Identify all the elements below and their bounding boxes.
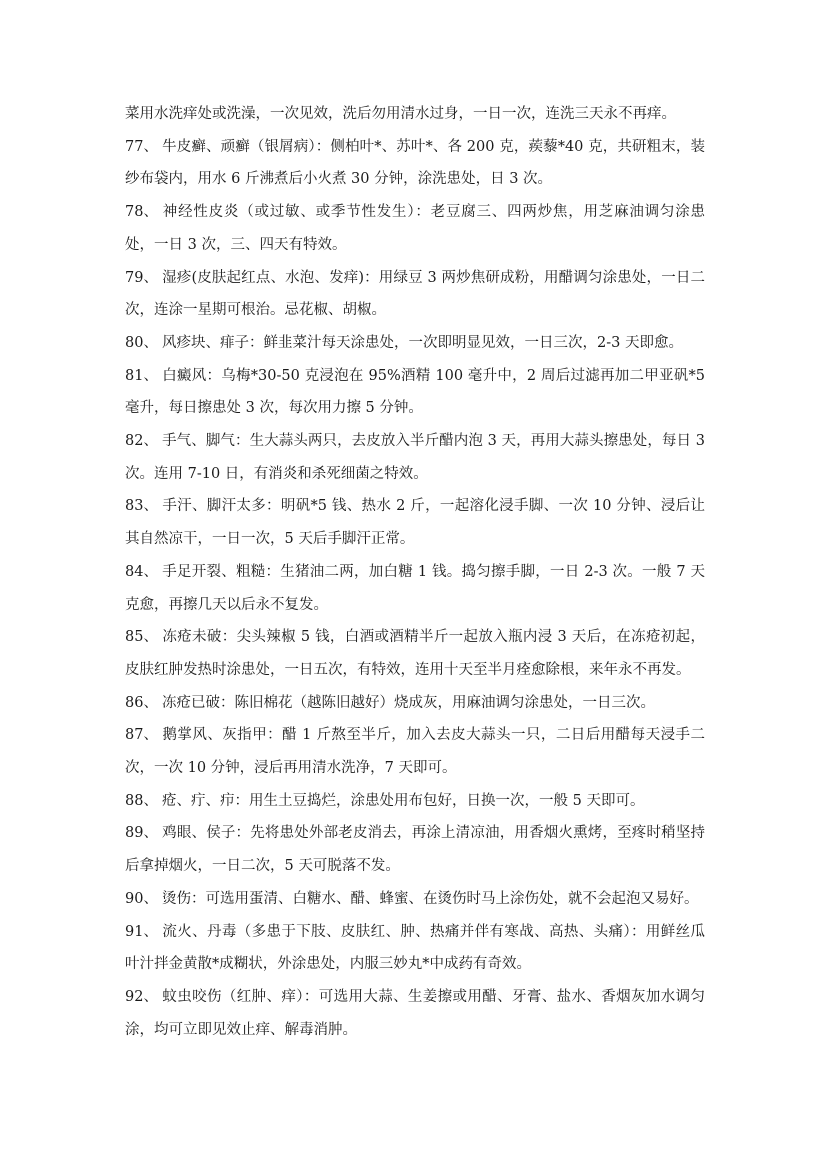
entry-number: 85、 [125,629,158,646]
remedy-entry [125,621,705,686]
entry-text: 鹅掌风、灰指甲：醋 1 斤熬至半斤，加入去皮大蒜头一只，二日后用醋每天浸手二次，一次 10 分钟，浸后再用清水洗净，7 天即可。 [125,727,705,777]
remedy-entry [125,687,705,720]
entry-text: 白癜风：乌梅*30-50 克浸泡在 95%酒精 100 毫升中，2 周后过滤再加二甲亚矾*5 毫升，每日擦患处 3 次，每次用力擦 5 分钟。 [125,367,705,417]
remedy-entry [125,916,705,981]
entry-number: 87、 [125,727,158,744]
remedy-entry [125,196,705,261]
document-page [125,98,705,1046]
entry-number: 89、 [125,825,158,842]
entry-number: 91、 [125,923,158,940]
entry-text: 手汗、脚汗太多：明矾*5 钱、热水 2 斤，一起溶化浸手脚、一次 10 分钟、浸后让其自然凉干，一日一次，5 天后手脚汗正常。 [125,498,705,548]
remedy-list [125,131,705,1047]
entry-number: 84、 [125,563,158,580]
entry-text: 疮、疔、疖：用生土豆捣烂，涂患处用布包好，日换一次，一般 5 天即可。 [162,792,645,809]
entry-number: 83、 [125,498,158,515]
entry-number: 92、 [125,988,158,1005]
entry-number: 77、 [125,138,158,155]
entry-number: 78、 [125,204,158,221]
remedy-entry [125,327,705,360]
remedy-entry [125,883,705,916]
entry-number: 88、 [125,792,158,809]
entry-number: 81、 [125,367,158,384]
entry-text: 风疹块、痱子：鲜韭菜汁每天涂患处，一次即明显见效，一日三次，2-3 天即愈。 [162,334,683,351]
entry-number: 80、 [125,334,158,351]
remedy-entry [125,490,705,555]
entry-text: 牛皮癣、顽癣（银屑病）：侧柏叶*、苏叶*、各 200 克，蒺藜*40 克，共研粗末，装纱布袋内，用水 6 斤沸煮后小火煮 30 分钟，涂洗患处，日 3 次。 [125,138,705,188]
remedy-entry [125,131,705,196]
entry-text: 冻疮未破：尖头辣椒 5 钱，白酒或酒精半斤一起放入瓶内浸 3 天后，在冻疮初起，皮肤红肿发热时涂患处，一日五次，有特效，连用十天至半月痊愈除根，来年永不再发。 [125,629,705,678]
continuation-paragraph: 菜用水洗痒处或洗澡，一次见效，洗后勿用清水过身，一日一次，连洗三天永不再痒。 [125,106,676,122]
entry-text: 蚊虫咬伤（红肿、痒）：可选用大蒜、生姜擦或用醋、牙膏、盐水、香烟灰加水调匀涂，均可立即见效止痒、解毒消肿。 [125,988,705,1038]
entry-text: 手气、脚气：生大蒜头两只，去皮放入半斤醋内泡 3 天，再用大蒜头擦患处，每日 3 次。连用 7-10 日，有消炎和杀死细菌之特效。 [125,433,705,482]
entry-text: 烫伤：可选用蛋清、白糖水、醋、蜂蜜、在烫伤时马上涂伤处，就不会起泡又易好。 [162,890,699,907]
entry-text: 鸡眼、侯子：先将患处外部老皮消去，再涂上清凉油，用香烟火熏烤，至疼时稍坚持后拿掉烟火，一日二次，5 天可脱落不发。 [125,825,705,875]
remedy-entry [125,360,705,425]
entry-text: 流火、丹毒（多患于下肢、皮肤红、肿、热痛并伴有寒战、高热、头痛）：用鲜丝瓜叶汁拌金黄散*成糊状，外涂患处，内服三妙丸*中成药有奇效。 [125,923,705,973]
entry-number: 82、 [125,433,158,450]
remedy-entry [125,719,705,784]
remedy-entry [125,785,705,818]
remedy-entry [125,981,705,1046]
entry-number: 90、 [125,890,158,907]
entry-text: 湿疹(皮肤起红点、水泡、发痒)：用绿豆 3 两炒焦研成粉，用醋调匀涂患处，一日二次，连涂一星期可根治。忌花椒、胡椒。 [125,269,705,319]
entry-text: 手足开裂、粗糙：生猪油二两，加白糖 1 钱。捣匀擦手脚，一日 2-3 次。一般 7 天克愈，再擦几天以后永不复发。 [125,563,705,613]
remedy-entry [125,556,705,621]
entry-text: 神经性皮炎（或过敏、或季节性发生）：老豆腐三、四两炒焦，用芝麻油调匀涂患处，一日 3 次，三、四天有特效。 [125,204,705,253]
entry-number: 86、 [125,694,158,711]
remedy-entry [125,817,705,882]
remedy-entry [125,425,705,490]
remedy-entry [125,262,705,327]
entry-number: 79、 [125,269,158,286]
entry-text: 冻疮已破：陈旧棉花（越陈旧越好）烧成灰，用麻油调匀涂患处，一日三次。 [162,694,655,711]
